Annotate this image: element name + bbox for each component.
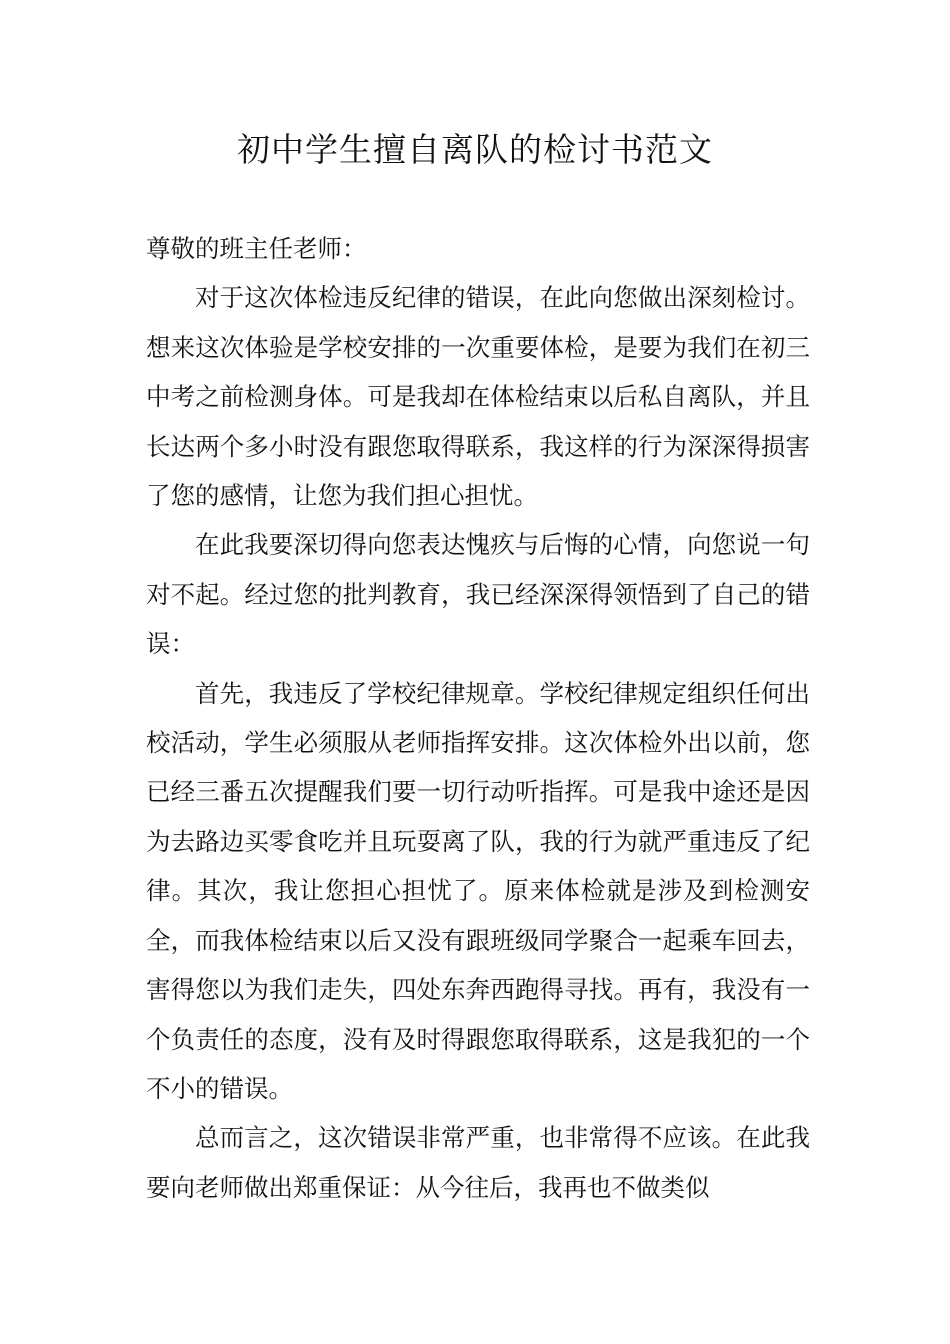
paragraph-3: 首先，我违反了学校纪律规章。学校纪律规定组织任何出校活动，学生必须服从老师指挥安排。这次体检外出以前，您已经三番五次提醒我们要一切行动听指挥。可是我中途还是因为去路边买零食吃并且玩耍离了队，我的行为就严重违反了纪律。其次，我让您担心担忧了。原来体检就是涉及到检测安全，而我体检结束以后又没有跟班级同学聚合一起乘车回去，害得您以为我们走失，四处东奔西跑得寻找。再有，我没有一个负责任的态度，没有及时得跟您取得联系，这是我犯的一个不小的错误。 [146,678,810,1103]
paragraph-2: 在此我要深切得向您表达愧疚与后悔的心情，向您说一句对不起。经过您的批判教育，我已经深深得领悟到了自己的错误： [146,530,810,659]
document-title: 初中学生擅自离队的检讨书范文 [237,130,713,169]
paragraph-4: 总而言之，这次错误非常严重，也非常得不应该。在此我要向老师做出郑重保证：从今往后，我再也不做类似 [146,1123,810,1202]
salutation: 尊敬的班主任老师： [146,234,367,263]
paragraph-1: 对于这次体检违反纪律的错误，在此向您做出深刻检讨。想来这次体验是学校安排的一次重要体检，是要为我们在初三中考之前检测身体。可是我却在体检结束以后私自离队，并且长达两个多小时没有跟您取得联系，我这样的行为深深得损害了您的感情，让您为我们担心担忧。 [146,283,810,511]
document-body [146,224,810,1212]
